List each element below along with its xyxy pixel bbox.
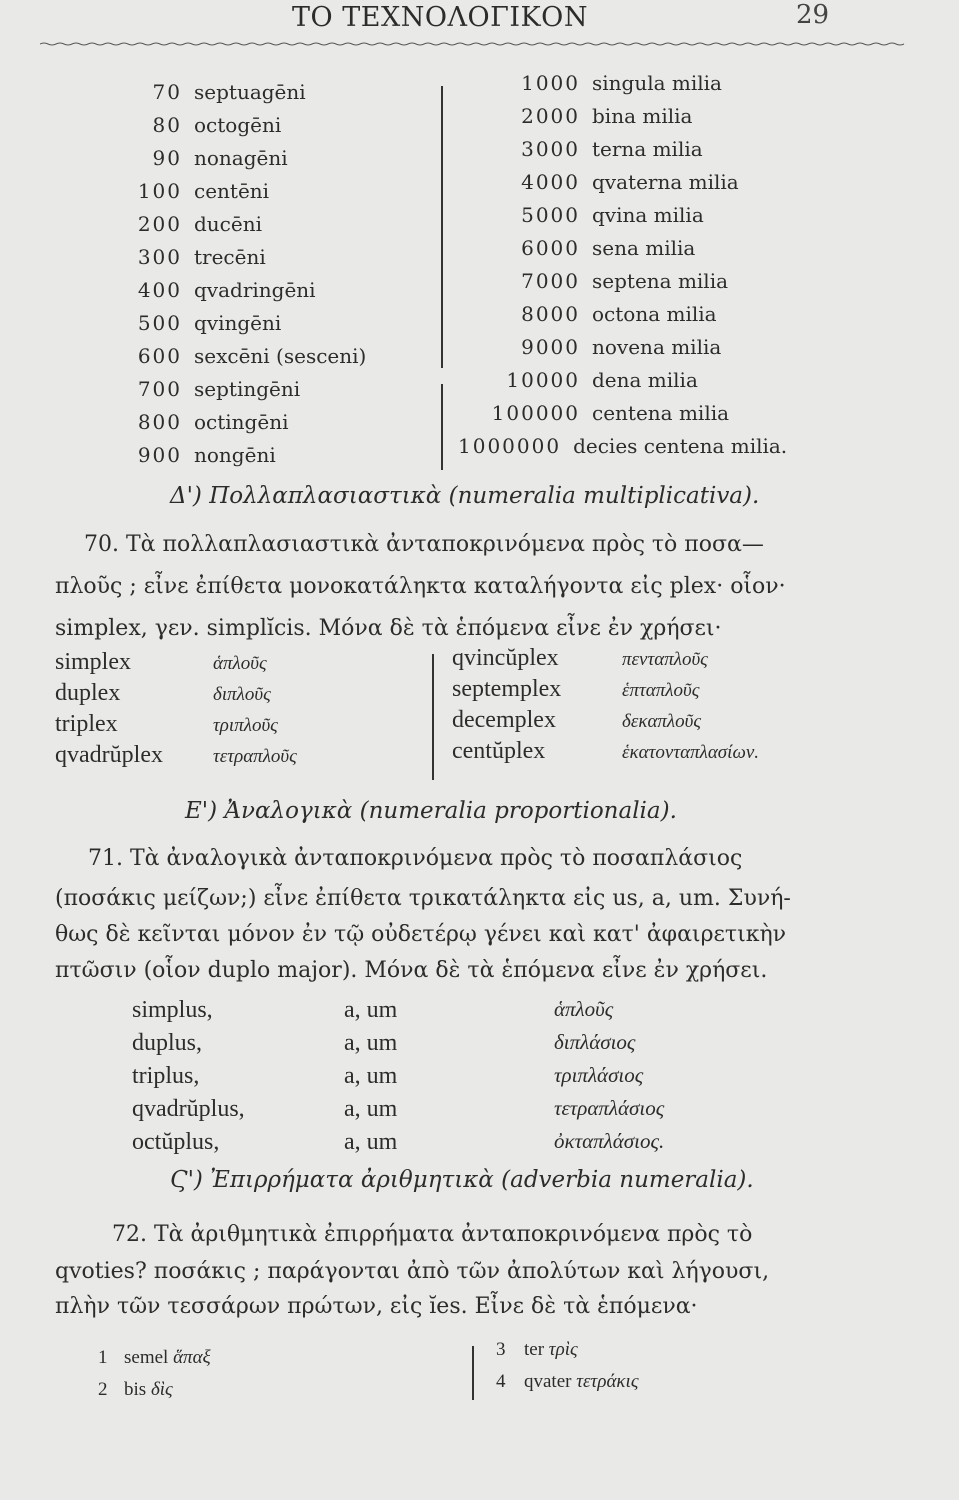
list-item: decemplex δεκαπλοῦς: [452, 707, 702, 733]
table-row: 900 nongēni: [137, 442, 276, 467]
table-row: 500 qvingēni: [137, 310, 282, 335]
multiplicativa-left-list: [55, 649, 435, 773]
list-item: 3 ter τρὶς: [496, 1339, 578, 1360]
running-header-title: ΤΟ ΤΕΧΝΟΛΟΓΙΚΟΝ: [292, 2, 588, 33]
table-row: 800 octingēni: [137, 409, 289, 434]
header-wavy-rule: [40, 42, 910, 46]
paragraph-line: simplex, γεν. simplĭcis. Μόνα δὲ τὰ ἑπόμενα εἶνε ἐν χρήσει·: [55, 616, 722, 641]
list-item: simplex ἁπλοῦς: [55, 649, 267, 675]
paragraph-line: πλοῦς ; εἶνε ἐπίθετα μονοκατάληκτα καταλήγοντα εἰς plex· οἷον·: [55, 574, 786, 599]
paragraph-line: qvoties? ποσάκις ; παράγονται ἀπὸ τῶν ἀπολύτων καὶ λήγουσι,: [55, 1259, 770, 1284]
column-divider: [432, 654, 434, 780]
list-item: 4 qvater τετράκις: [496, 1371, 639, 1392]
table-row: 9000 novena milia: [521, 334, 722, 359]
table-row: 8000 octona milia: [521, 301, 717, 326]
page-number: 29: [796, 0, 830, 30]
table-row: 600 sexcēni (sesceni): [137, 343, 367, 368]
table-row: 100000 centena milia: [491, 400, 730, 425]
table-row: 5000 qvina milia: [521, 202, 704, 227]
column-divider: [441, 86, 443, 368]
table-row: 3000 terna milia: [521, 136, 703, 161]
table-row: 1000 singula milia: [521, 70, 722, 95]
list-item: triplex τριπλοῦς: [55, 711, 278, 737]
distributives-right-column: [458, 66, 788, 462]
table-row: 70 septuagēni: [152, 79, 306, 104]
list-item: 2 bis δὶς: [98, 1379, 173, 1400]
list-item: centŭplex ἑκατονταπλασίων.: [452, 738, 760, 764]
list-item: qvincŭplex πενταπλοῦς: [452, 645, 708, 671]
paragraph-line: 70. Τὰ πολλαπλασιαστικὰ ἀνταποκρινόμενα πρὸς τὸ ποσα—: [84, 532, 764, 557]
table-row: 7000 septena milia: [521, 268, 729, 293]
table-row: 200 ducēni: [137, 211, 262, 236]
table-row: 100 centēni: [137, 178, 270, 203]
table-row: 4000 qvaterna milia: [521, 169, 739, 194]
distributives-left-column: [118, 75, 418, 471]
table-row: 300 trecēni: [137, 244, 266, 269]
paragraph-line: πλὴν τῶν τεσσάρων πρώτων, εἰς ĭes. Εἶνε δὲ τὰ ἑπόμενα·: [55, 1294, 698, 1319]
section-heading-multiplicativa: Δ') Πολλαπλασιαστικὰ (numeralia multiplicativa).: [170, 483, 760, 509]
list-item: septemplex ἑπταπλοῦς: [452, 676, 700, 702]
paragraph-line: πτῶσιν (οἷον duplo major). Μόνα δὲ τὰ ἑπόμενα εἶνε ἐν χρήσει.: [55, 958, 768, 983]
table-row: 10000 dena milia: [506, 367, 698, 392]
paragraph-line: 72. Τὰ ἀριθμητικὰ ἐπιρρήματα ἀνταποκρινόμενα πρὸς τὸ: [112, 1222, 753, 1247]
adverbia-right-list: [496, 1339, 639, 1403]
section-heading-proportionalia: E') Ἀναλογικὰ (numeralia proportionalia).: [185, 798, 677, 824]
list-item: duplex διπλοῦς: [55, 680, 271, 706]
paragraph-line: 71. Τὰ ἀναλογικὰ ἀνταποκρινόμενα πρὸς τὸ ποσαπλάσιος: [88, 846, 743, 871]
paragraph-line: (ποσάκις μείζων;) εἶνε ἐπίθετα τρικατάληκτα εἰς us, a, um. Συνή-: [55, 886, 791, 911]
adverbia-left-list: [98, 1347, 211, 1411]
list-item: qvadrŭplex τετραπλοῦς: [55, 742, 297, 768]
section-heading-adverbia: Ϛ') Ἐπιρρήματα ἀριθμητικὰ (adverbia numeralia).: [170, 1167, 754, 1193]
book-page: ΤΟ ΤΕΧΝΟΛΟΓΙΚΟΝ 29 70 septuagēni 80 octogēni 90 nonagēni 100 centēni 200 ducēni 300 trecēni 400 qvadringēni 500 qvingēni 600 sexcēni (sesceni) 700 septingēni 800 octingēni 900 nongēni 1000 singula milia 2000 bina milia 3000 terna milia 4000 qvaterna milia 5000 qvina milia 6000 sena milia 7000 septena milia 8000 octona milia 9000 novena milia 10000 dena milia 100000 centena milia 1000000 decies centena milia. Δ') Πολλαπλασιαστικὰ (numeralia multiplicativa). 70. Τὰ πολλαπλασιαστικὰ ἀνταποκρινόμενα πρὸς τὸ ποσα— πλοῦς ; εἶνε ἐπίθετα μονοκατάληκτα καταλήγοντα εἰς plex· οἷον· simplex, γεν. simplĭcis. Μόνα δὲ τὰ ἑπόμενα εἶνε ἐν χρήσει· simplex ἁπλοῦς duplex διπλοῦς triplex τριπλοῦς qvadrŭplex τετραπλοῦς qvincŭplex πενταπλοῦς septemplex ἑπταπλοῦς decemplex δεκαπλοῦς centŭplex ἑκατονταπλασίων. E') Ἀναλογικὰ (numeralia proportionalia). 71. Τὰ ἀναλογικὰ ἀνταποκρινόμενα πρὸς τὸ ποσαπλάσιος (ποσάκις μείζων;) εἶνε ἐπίθετα τρικατάληκτα εἰς us, a, um. Συνή- θως δὲ κεῖνται μόνον ἐν τῷ οὐδετέρῳ γένει καὶ κατ' ἀφαιρετικὴν πτῶσιν (οἷον duplo major). Μόνα δὲ τὰ ἑπόμενα εἶνε ἐν χρήσει. simplus, a, um ἁπλοῦς duplus, a, um διπλάσιος triplus, a, um τριπλάσιος qvadrŭplus, a, um τετραπλάσιος octŭplus, a, um ὀκταπλάσιος. Ϛ') Ἐπιρρήματα ἀριθμητικὰ (adverbia numeralia). 72. Τὰ ἀριθμητικὰ ἐπιρρήματα ἀνταποκρινόμενα πρὸς τὸ qvoties? ποσάκις ; παράγονται ἀπὸ τῶν ἀπολύτων καὶ λήγουσι, πλὴν τῶν τεσσάρων πρώτων, εἰς ĭes. Εἶνε δὲ τὰ ἑπόμενα· 1 semel ἅπαξ 2 bis δὶς 3 ter τρὶς 4 qvater τετράκις: [0, 0, 959, 1500]
paragraph-line: θως δὲ κεῖνται μόνον ἐν τῷ οὐδετέρῳ γένει καὶ κατ' ἀφαιρετικὴν: [55, 922, 786, 947]
list-item: 1 semel ἅπαξ: [98, 1347, 211, 1368]
column-divider: [472, 1346, 474, 1400]
table-row: 90 nonagēni: [152, 145, 288, 170]
table-row: 80 octogēni: [152, 112, 282, 137]
multiplicativa-right-list: [452, 645, 872, 769]
table-row: 2000 bina milia: [521, 103, 693, 128]
column-divider: [441, 384, 443, 470]
table-row: 6000 sena milia: [521, 235, 696, 260]
table-row: 400 qvadringēni: [137, 277, 316, 302]
table-row: 700 septingēni: [137, 376, 301, 401]
table-row: 1000000 decies centena milia.: [458, 433, 788, 458]
